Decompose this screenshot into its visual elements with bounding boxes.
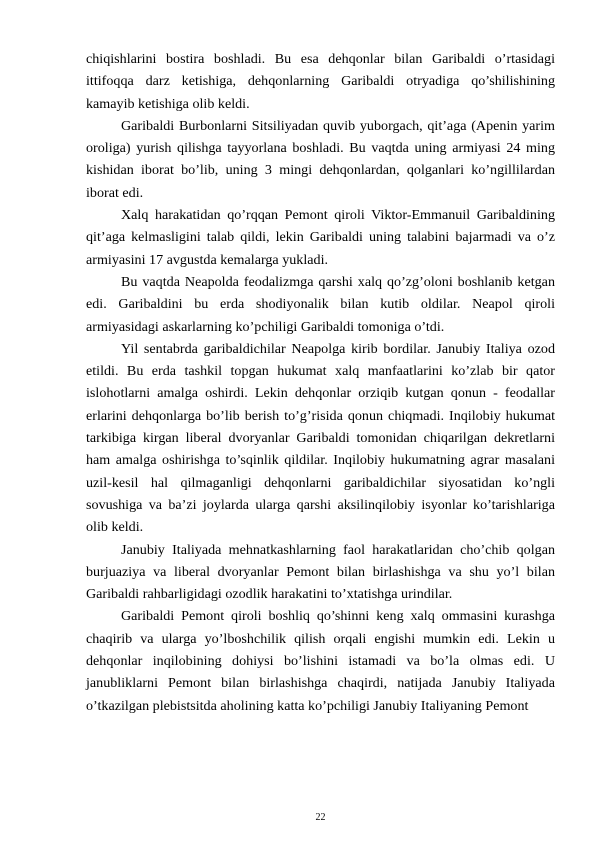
paragraph-1: chiqishlarini bostira boshladi. Bu esa dehqonlar bilan Garibaldi o’rtasidagi ittifoqqa darz ketishiga, dehqonlarning Garibaldi otryadiga qo’shilishining kamayib ketishiga olib keldi. [86, 51, 555, 112]
page-number: 22 [315, 812, 326, 823]
paragraph-5: Yil sentabrda garibaldichilar Neapolga kirib bordilar. Janubiy Italiya ozod etildi. Bu erda tashkil topgan hukumat xalq manfaatlarini ko’zlab bir qator islohotlarni amalga oshirdi. Lekin dehqonlar orziqib kutgan qonun - feodallar erlarini dehqonlarga bo’lib berish to’g’risida qonun chiqmadi. Inqilobiy hukumat tarkibiga kirgan liberal dvoryanlar Garibaldi tomonidan chiqarilgan dekretlarni ham amalga oshirishga to’sqinlik qildilar. Inqilobiy hukumatning agrar masalani uzil-kesil hal qilmaganligi dehqonlarni garibaldichilar siyosatidan ko’ngli sovushiga va ba’zi joylarda ularga qarshi aksilinqilobiy isyonlar ko’tarishlariga olib keldi. [86, 340, 555, 536]
paragraph-3: Xalq harakatidan qo’rqqan Pemont qiroli Viktor-Emmanuil Garibaldining qit’aga kelmasligini talab qildi, lekin Garibaldi uning talabini bajarmadi va o’z armiyasini 17 avgustda kemalarga yukladi. [86, 207, 555, 268]
document-body [86, 48, 555, 717]
paragraph-4: Bu vaqtda Neapolda feodalizmga qarshi xalq qo’zg’oloni boshlanib ketgan edi. Garibaldini bu erda shodiyonalik bilan kutib oldilar. Neapol qiroli armiyasidagi askarlarning ko’pchiligi Garibaldi tomoniga o’tdi. [86, 273, 555, 335]
paragraph-6: Janubiy Italiyada mehnatkashlarning faol harakatlaridan cho’chib qolgan burjuaziya va liberal dvoryanlar Pemont bilan birlashishga va shu yo’l bilan Garibaldi rahbarligidagi ozodlik harakatini to’xtatishga urindilar. [86, 541, 555, 603]
paragraph-7: Garibaldi Pemont qiroli boshliq qo’shinni keng xalq ommasini kurashga chaqirib va ularga yo’lboshchilik qilish orqali engishi mumkin edi. Lekin u dehqonlar inqilobining dohiysi bo’lishini istamadi va bo’la olmas edi. U janubliklarni Pemont bilan birlashishga chaqirdi, natijada Janubiy Italiyada o’tkazilgan plebistsitda aholining katta ko’pchiligi Janubiy Italiyaning Pemont [86, 608, 555, 714]
paragraph-2: Garibaldi Burbonlarni Sitsiliyadan quvib yuborgach, qit’aga (Apenin yarim oroliga) yurish qilishga tayyorlana boshladi. Bu vaqtda uning armiyasi 24 ming kishidan iborat bo’lib, uning 3 mingi dehqonlardan, qolganlari ko’ngillilardan iborat edi. [86, 117, 555, 201]
